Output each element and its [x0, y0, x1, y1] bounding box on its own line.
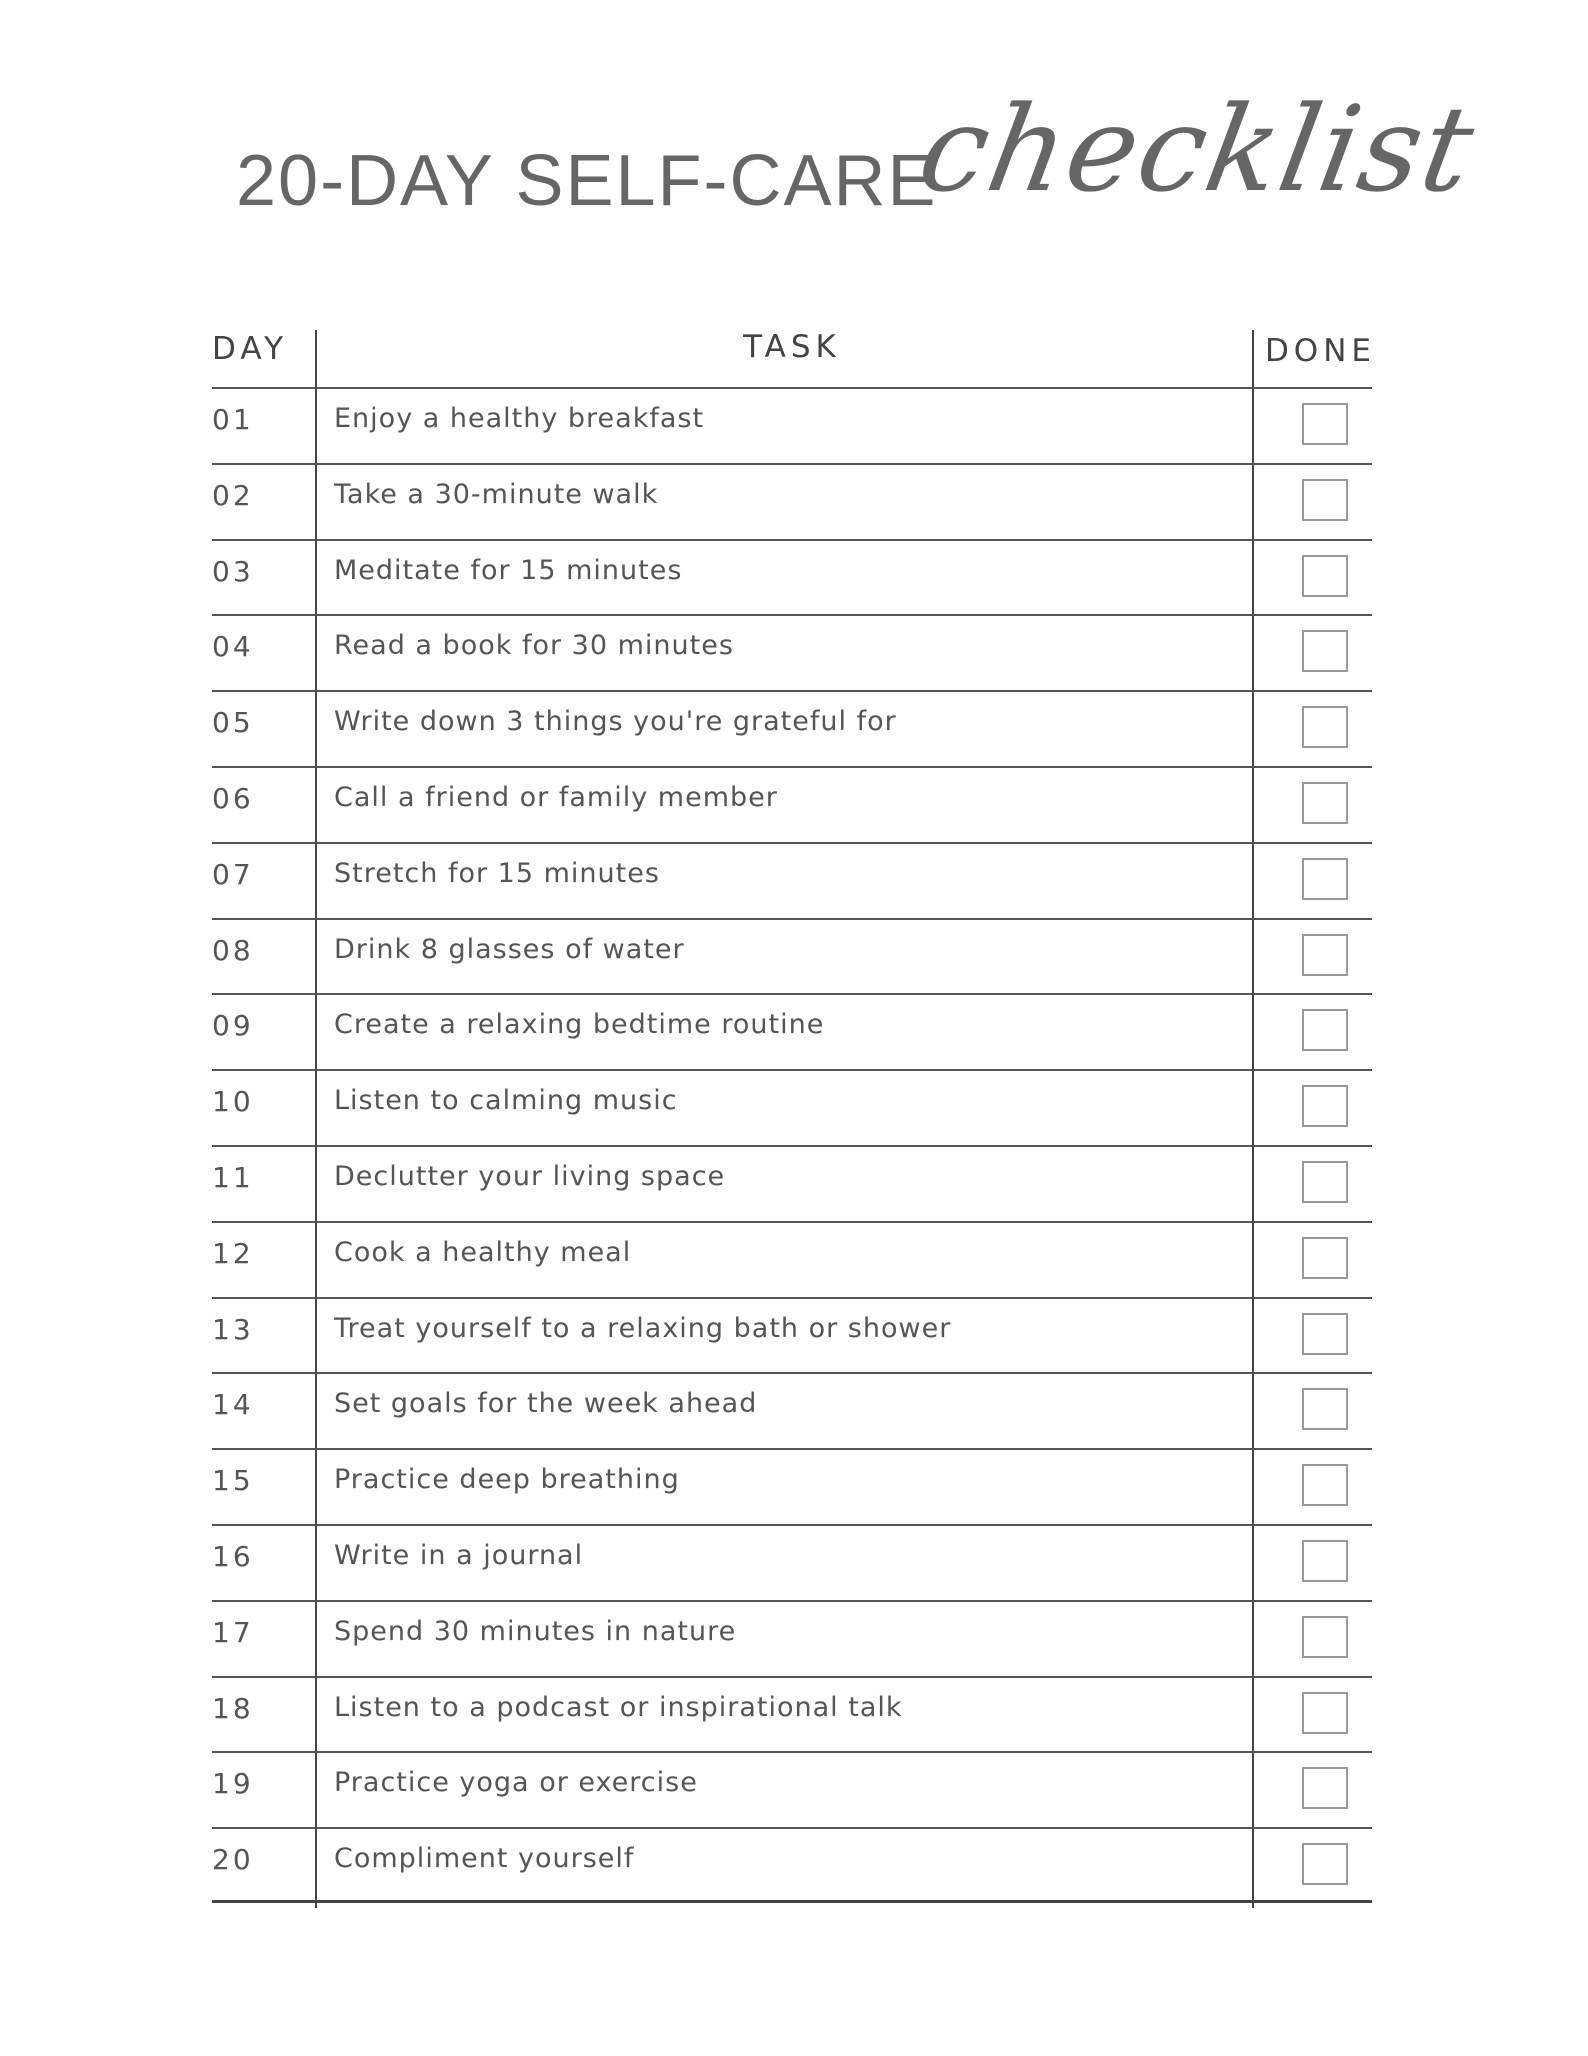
- table-row: [212, 387, 1372, 463]
- task-label: Practice deep breathing: [334, 1464, 680, 1496]
- task-label: Meditate for 15 minutes: [334, 554, 683, 586]
- done-checkbox[interactable]: [1302, 403, 1348, 445]
- table-row: [212, 1145, 1372, 1221]
- done-checkbox[interactable]: [1302, 858, 1348, 900]
- done-checkbox[interactable]: [1302, 1009, 1348, 1051]
- day-number: 05: [212, 706, 254, 740]
- page-header: [0, 80, 1588, 270]
- done-checkbox[interactable]: [1302, 555, 1348, 597]
- task-label: Treat yourself to a relaxing bath or shower: [334, 1312, 952, 1344]
- task-label: Drink 8 glasses of water: [334, 933, 685, 965]
- task-label: Spend 30 minutes in nature: [334, 1615, 737, 1647]
- done-checkbox[interactable]: [1302, 1692, 1348, 1734]
- task-label: Cook a healthy meal: [334, 1236, 632, 1268]
- table-row: [212, 993, 1372, 1069]
- day-number: 16: [212, 1539, 254, 1573]
- done-checkbox[interactable]: [1302, 782, 1348, 824]
- day-number: 10: [212, 1085, 254, 1119]
- done-checkbox[interactable]: [1302, 1161, 1348, 1203]
- done-checkbox[interactable]: [1302, 1237, 1348, 1279]
- done-checkbox[interactable]: [1302, 1464, 1348, 1506]
- done-checkbox[interactable]: [1302, 1616, 1348, 1658]
- task-label: Practice yoga or exercise: [334, 1767, 698, 1799]
- done-checkbox[interactable]: [1302, 706, 1348, 748]
- table-row: [212, 842, 1372, 918]
- day-number: 18: [212, 1691, 254, 1725]
- task-label: Write down 3 things you're grateful for: [334, 706, 897, 738]
- table-row: [212, 1827, 1372, 1903]
- done-checkbox[interactable]: [1302, 1843, 1348, 1885]
- task-label: Enjoy a healthy breakfast: [334, 403, 705, 434]
- day-number: 08: [212, 933, 254, 967]
- page-title: 20-DAY SELF-CARE: [236, 141, 938, 221]
- table-row: [212, 614, 1372, 690]
- table-row: [212, 539, 1372, 615]
- day-number: 14: [212, 1388, 254, 1422]
- day-number: 06: [212, 781, 254, 815]
- day-number: 03: [212, 554, 254, 588]
- task-label: Create a relaxing bedtime routine: [334, 1009, 825, 1041]
- table-row: [212, 1448, 1372, 1524]
- day-number: 15: [212, 1464, 254, 1498]
- table-row: [212, 918, 1372, 994]
- day-number: 20: [212, 1843, 254, 1877]
- done-checkbox[interactable]: [1302, 1767, 1348, 1809]
- done-checkbox[interactable]: [1302, 1540, 1348, 1582]
- done-checkbox[interactable]: [1302, 1085, 1348, 1127]
- column-header-done: DONE: [1264, 333, 1376, 369]
- table-row: [212, 463, 1372, 539]
- task-label: Listen to calming music: [334, 1085, 678, 1117]
- day-number: 02: [212, 478, 254, 512]
- day-number: 09: [212, 1009, 254, 1043]
- day-number: 17: [212, 1615, 254, 1649]
- page-title-script: checklist: [909, 80, 1486, 218]
- done-checkbox[interactable]: [1302, 630, 1348, 672]
- table-row: [212, 1600, 1372, 1676]
- table-row: [212, 1751, 1372, 1827]
- done-checkbox[interactable]: [1302, 479, 1348, 521]
- task-label: Call a friend or family member: [334, 781, 778, 813]
- table-row: [212, 1221, 1372, 1297]
- table-header: [212, 325, 1376, 387]
- table-body: [212, 387, 1372, 1903]
- task-label: Read a book for 30 minutes: [334, 630, 734, 662]
- table-row: [212, 1524, 1372, 1600]
- checklist-table: [212, 325, 1376, 1903]
- done-checkbox[interactable]: [1302, 934, 1348, 976]
- day-number: 04: [212, 630, 254, 664]
- task-label: Write in a journal: [334, 1539, 584, 1571]
- column-header-task: TASK: [743, 329, 841, 365]
- day-number: 01: [212, 403, 254, 436]
- day-number: 12: [212, 1236, 254, 1270]
- day-number: 19: [212, 1767, 254, 1801]
- table-row: [212, 1676, 1372, 1752]
- table-row: [212, 1069, 1372, 1145]
- task-label: Set goals for the week ahead: [334, 1388, 758, 1420]
- task-label: Take a 30-minute walk: [334, 478, 659, 510]
- table-row: [212, 1372, 1372, 1448]
- task-label: Stretch for 15 minutes: [334, 857, 660, 889]
- task-label: Declutter your living space: [334, 1160, 726, 1192]
- day-number: 11: [212, 1160, 254, 1194]
- done-checkbox[interactable]: [1302, 1313, 1348, 1355]
- table-row: [212, 690, 1372, 766]
- day-number: 07: [212, 857, 254, 891]
- table-row: [212, 766, 1372, 842]
- table-row: [212, 1297, 1372, 1373]
- task-label: Compliment yourself: [334, 1843, 635, 1875]
- task-label: Listen to a podcast or inspirational talk: [334, 1691, 903, 1723]
- day-number: 13: [212, 1312, 254, 1346]
- column-header-day: DAY: [212, 331, 289, 367]
- done-checkbox[interactable]: [1302, 1388, 1348, 1430]
